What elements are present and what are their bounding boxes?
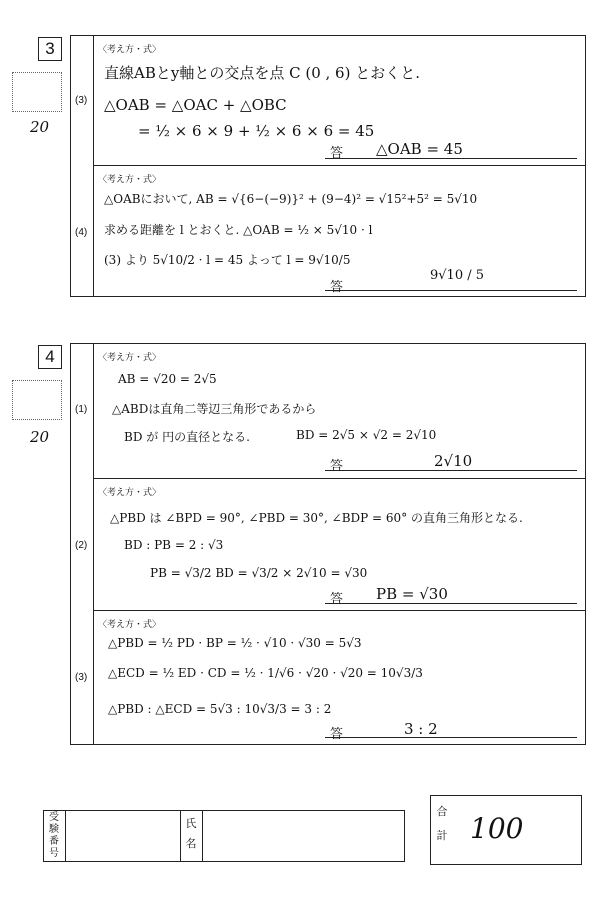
subquestion-label: (2) [75,540,88,551]
answer-value[interactable]: 3 : 2 [404,720,438,738]
table-divider [65,810,66,862]
label-column-divider [93,343,94,745]
subquestion-label: (3) [75,95,88,106]
name-field[interactable] [204,812,401,859]
name-label-2: 名 [185,838,197,850]
working-line: △OABにおいて, AB = √{6−(−9)}² + (9−4)² = √15²+5² = 5√10 [104,192,478,206]
subquestion-divider [93,610,586,611]
score-box-q3[interactable] [12,72,62,112]
answer-label: 答 [330,727,344,742]
answer-label: 答 [330,146,344,161]
working-header: 〈考え方・式〉 [98,174,162,184]
label-column-divider [93,35,94,297]
name-label-1: 氏 [185,818,197,830]
answer-line [325,290,577,291]
working-line: PB = √3/2 BD = √3/2 × 2√10 = √30 [150,566,368,580]
exam-number-field[interactable] [67,812,179,859]
working-line: 求める距離を l とおくと. △OAB = ½ × 5√10 · l [104,223,373,237]
working-line: △PBD は ∠BPD = 90°, ∠PBD = 30°, ∠BDP = 60° の直角三角形となる. [110,511,523,525]
working-header: 〈考え方・式〉 [98,487,162,497]
working-line: = ½ × 6 × 9 + ½ × 6 × 6 = 45 [138,122,375,140]
answer-value[interactable]: PB = √30 [376,585,448,603]
working-header: 〈考え方・式〉 [98,619,162,629]
points-q3: 20 [30,118,50,136]
answer-line [325,158,577,159]
table-divider [180,810,181,862]
working-line: △PBD = ½ PD · BP = ½ · √10 · √30 = 5√3 [108,636,362,650]
answer-line [325,603,577,604]
subquestion-label: (3) [75,672,88,683]
working-line: △PBD : △ECD = 5√3 : 10√3/3 = 3 : 2 [108,702,332,716]
working-line: BD = 2√5 × √2 = 2√10 [296,428,437,442]
subquestion-label: (4) [75,227,88,238]
working-header: 〈考え方・式〉 [98,44,162,54]
answer-value[interactable]: 2√10 [434,452,473,470]
working-header: 〈考え方・式〉 [98,352,162,362]
subquestion-divider [93,478,586,479]
total-label-1: 合 [436,806,448,818]
working-line: BD : PB = 2 : √3 [124,538,224,552]
subquestion-label: (1) [75,404,88,415]
working-line: (3) より 5√10/2 · l = 45 よって l = 9√10/5 [104,253,351,267]
total-score[interactable]: 100 [470,812,524,845]
question-number-3: 3 [38,37,62,61]
exam-number-label: 受 験 番 号 [49,812,59,859]
working-line: △OAB = △OAC + △OBC [104,96,287,114]
total-label-2: 計 [436,830,448,842]
answer-value[interactable]: △OAB = 45 [376,140,463,158]
working-line: △ECD = ½ ED · CD = ½ · 1/√6 · √20 · √20 = 10√3/3 [108,666,423,680]
answer-line [325,737,577,738]
answer-label: 答 [330,592,344,607]
score-box-q4[interactable] [12,380,62,420]
answer-label: 答 [330,459,344,474]
answer-label: 答 [330,280,344,295]
working-line: AB = √20 = 2√5 [118,372,217,386]
table-divider [202,810,203,862]
points-q4: 20 [30,428,50,446]
answer-value[interactable]: 9√10 / 5 [430,268,485,283]
working-line: △ABDは直角二等辺三角形であるから [112,402,317,416]
working-line: BD が 円の直径となる. [124,430,250,444]
question-number-4: 4 [38,345,62,369]
working-line: 直線ABとy軸との交点を点 C (0 , 6) とおくと. [104,64,420,82]
subquestion-divider [93,165,586,166]
answer-line [325,470,577,471]
